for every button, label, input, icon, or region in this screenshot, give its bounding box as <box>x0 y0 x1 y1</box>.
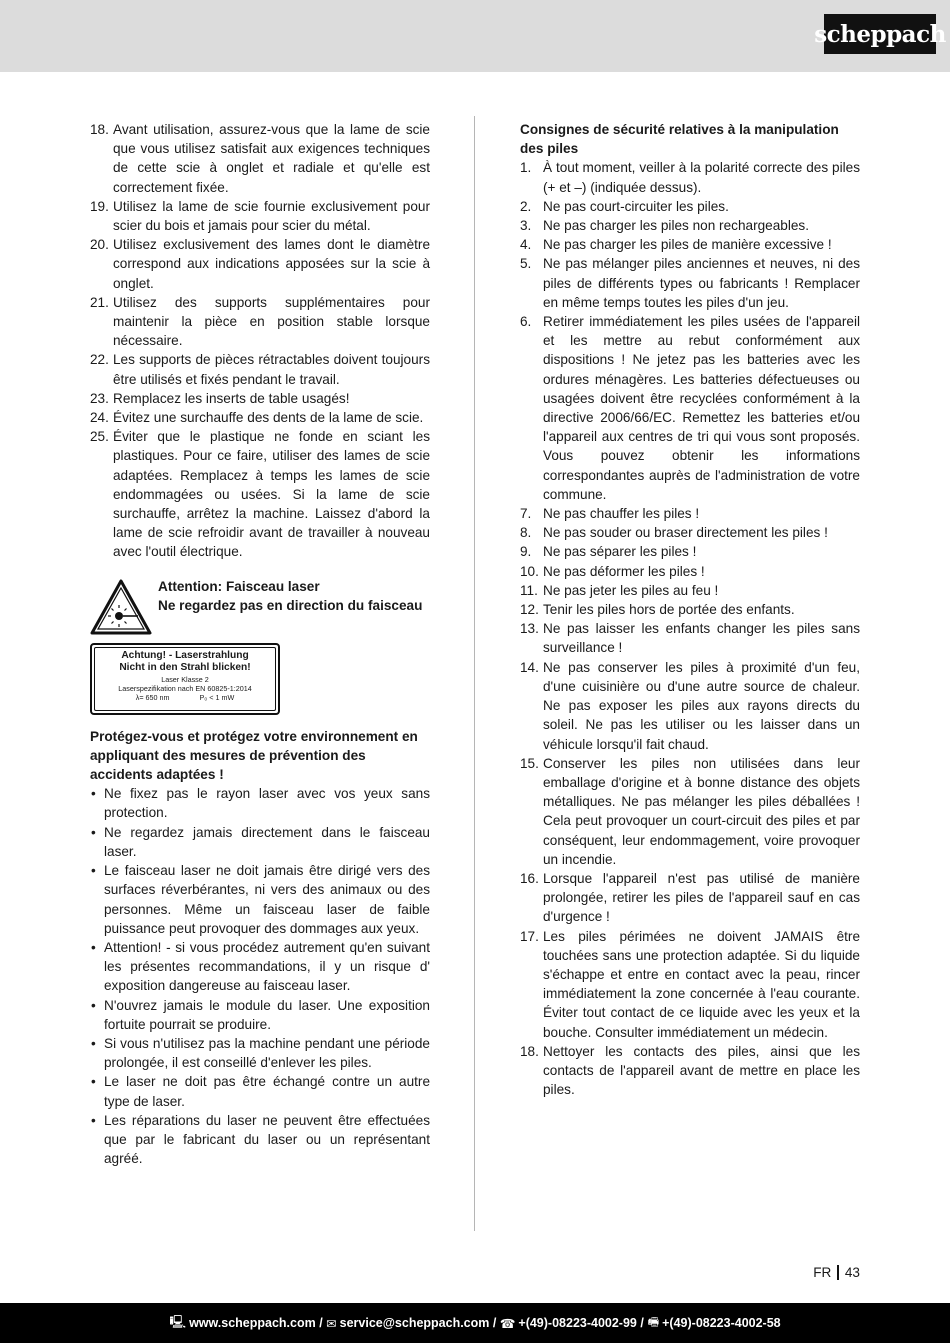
page-number: FR 43 <box>813 1265 860 1280</box>
list-item: • Le faisceau laser ne doit jamais être dirigé vers des surfaces réverbérantes, ni vers des animaux ou des personnes. Même un faisceau laser de faible puissance peut provoquer des dommages aux yeux. <box>90 861 430 938</box>
laser-warning-icon <box>90 579 152 635</box>
computer-icon: 🖳 <box>169 1314 187 1329</box>
footer-contact-bar: 🖳 www.scheppach.com / ✉ service@scheppach.com / ☎ +(49)-08223-4002-99 / 🖷 +(49)-08223-4002-58 <box>0 1303 950 1343</box>
list-item: • Ne fixez pas le rayon laser avec vos yeux sans protection. <box>90 784 430 822</box>
phone-number: +(49)-08223-4002-99 <box>518 1316 637 1330</box>
list-item: • N'ouvrez jamais le module du laser. Une exposition fortuite pourrait se produire. <box>90 996 430 1034</box>
scheppach-logo: scheppach <box>824 14 936 54</box>
list-item: 17. Les piles périmées ne doivent JAMAIS être touchées sans une protection adaptée. Si du liquide s'échappe et entre en contact avec la peau, rincer immédiatement la zone concernée à l'eau courante. Éviter tout contact de ce liquide avec les yeux et la bouche. Consulter immédiatement un médecin. <box>520 928 860 1040</box>
list-item: 9. Ne pas séparer les piles ! <box>520 544 697 560</box>
battery-safety-list <box>520 158 860 1099</box>
list-item: 18. Avant utilisation, assurez-vous que la lame de scie que vous utilisez satisfait aux exigences techniques de cette scie à onglet et radiale et qu'elle est correctement fixée. <box>90 122 430 195</box>
fax-icon: 🖷 <box>647 1314 660 1329</box>
list-item: 11. Ne pas jeter les piles au feu ! <box>520 582 719 598</box>
envelope-icon: ✉ <box>326 1316 337 1331</box>
list-item: 23. Remplacez les inserts de table usagés! <box>90 390 350 406</box>
list-item: 25. Éviter que le plastique ne fonde en sciant les plastiques. Pour ce faire, utiliser des lames de scie adaptées. Remplacez à temps les lames de scie endommagées ou usées. Si la lame de scie surchauffe, arrêtez la machine. Laissez d'abord la lame de scie refroidir avant de travailler à nouveau avec l'outil électrique. <box>90 429 430 560</box>
list-item: 8. Ne pas souder ou braser directement les piles ! <box>520 525 828 541</box>
list-item: 6. Retirer immédiatement les piles usées de l'appareil et les mettre au rebut conformément aux dispositions ! Ne jetez pas les batteries avec les ordures ménagères. Les batteries défectueuses ou usagées doivent être recyclées conformément à la directive 2006/66/EC. Remettez les batteries et/ou l'appareil aux centres de tri qui vous sont proposés. Vous pouvez obtenir les informations correspondantes auprès de l'administration de votre commune. <box>520 314 860 502</box>
page-number-separator <box>837 1265 839 1280</box>
list-item: 3. Ne pas charger les piles non rechargeables. <box>520 218 809 234</box>
protect-heading: Protégez-vous et protégez votre environnement en appliquant des mesures de prévention des accidents adaptées ! <box>90 728 418 783</box>
list-item: 5. Ne pas mélanger piles anciennes et neuves, ni des piles de différents types ou fabricants ! Remplacer en même temps toutes les piles d'un jeu. <box>520 256 860 310</box>
list-item: 13. Ne pas laisser les enfants changer les piles sans surveillance ! <box>520 621 860 656</box>
list-item: 22. Les supports de pièces rétractables doivent toujours être utilisés et fixés pendant le travail. <box>90 352 430 387</box>
list-item: • Le laser ne doit pas être échangé contre un autre type de laser. <box>90 1072 430 1110</box>
column-divider <box>474 116 475 1231</box>
list-item: 15. Conserver les piles non utilisées dans leur emballage d'origine et à bonne distance des objets métalliques. Ne pas mélanger les piles déballées ! Cela peut provoquer un court-circuit des piles et par conséquent, leur endommagement, voire provoquer un incendie. <box>520 755 860 867</box>
list-item: 4. Ne pas charger les piles de manière excessive ! <box>520 237 832 253</box>
list-item: • Si vous n'utilisez pas la machine pendant une période prolongée, il est conseillé d'enlever les piles. <box>90 1034 430 1072</box>
email-link[interactable]: service@scheppach.com <box>339 1316 490 1330</box>
list-item: 20. Utilisez exclusivement des lames dont le diamètre correspond aux indications apposées sur la scie à onglet. <box>90 237 430 291</box>
list-item: • Attention! - si vous procédez autrement qu'en suivant les présentes recommandations, il y un risque d' exposition dangereuse au faisceau laser. <box>90 938 430 996</box>
right-column <box>520 120 860 1099</box>
list-item: 1. À tout moment, veiller à la polarité correcte des piles (+ et –) (indiquée dessus). <box>520 160 860 195</box>
list-item: 24. Évitez une surchauffe des dents de la lame de scie. <box>90 410 424 426</box>
list-item: • Ne regardez jamais directement dans le faisceau laser. <box>90 823 430 861</box>
website-link[interactable]: www.scheppach.com <box>189 1316 316 1330</box>
list-item: 18. Nettoyer les contacts des piles, ainsi que les contacts de l'appareil avant de mettre en place les piles. <box>520 1043 860 1098</box>
list-item: 16. Lorsque l'appareil n'est pas utilisé de manière prolongée, retirer les piles de l'appareil sauf en cas d'urgence ! <box>520 870 860 925</box>
laser-warning-block <box>90 577 430 727</box>
battery-safety-heading: Consignes de sécurité relatives à la manipulation des piles <box>520 122 839 157</box>
header-band <box>0 0 950 72</box>
list-item: 2. Ne pas court-circuiter les piles. <box>520 198 729 214</box>
phone-icon: ☎ <box>499 1316 516 1331</box>
list-item: 19. Utilisez la lame de scie fournie exclusivement pour scier du bois et jamais pour scier du métal. <box>90 198 430 234</box>
laser-class-label: Achtung! - Laserstrahlung Nicht in den Strahl blicken! Laser Klasse 2 Laserspezifikation nach EN 60825-1:2014 λ= 650 nm P₀ < 1 mW <box>90 643 280 715</box>
left-column <box>90 120 430 1168</box>
list-item: 21. Utilisez des supports supplémentaires pour maintenir la pièce en position stable lorsque nécessaire. <box>90 294 430 349</box>
list-item: 12. Tenir les piles hors de portée des enfants. <box>520 602 795 618</box>
laser-safety-bullets <box>90 784 430 1168</box>
list-item: 10. Ne pas déformer les piles ! <box>520 563 705 579</box>
list-item: 14. Ne pas conserver les piles à proximité d'un feu, d'une cuisinière ou d'une autre source de chaleur. Ne pas exposer les piles aux rayons directs du soleil. Ne pas les utiliser ou les laisser dans un véhicule lorsqu'il fait chaud. <box>520 659 860 752</box>
saw-safety-list <box>90 120 430 562</box>
fax-number: +(49)-08223-4002-58 <box>662 1316 781 1330</box>
list-item: 7. Ne pas chauffer les piles ! <box>520 506 700 522</box>
list-item: • Les réparations du laser ne peuvent être effectuées que par le fabricant du laser ou un représentant agréé. <box>90 1111 430 1169</box>
laser-warning-text: Attention: Faisceau laser Ne regardez pas en direction du faisceau <box>158 578 423 613</box>
